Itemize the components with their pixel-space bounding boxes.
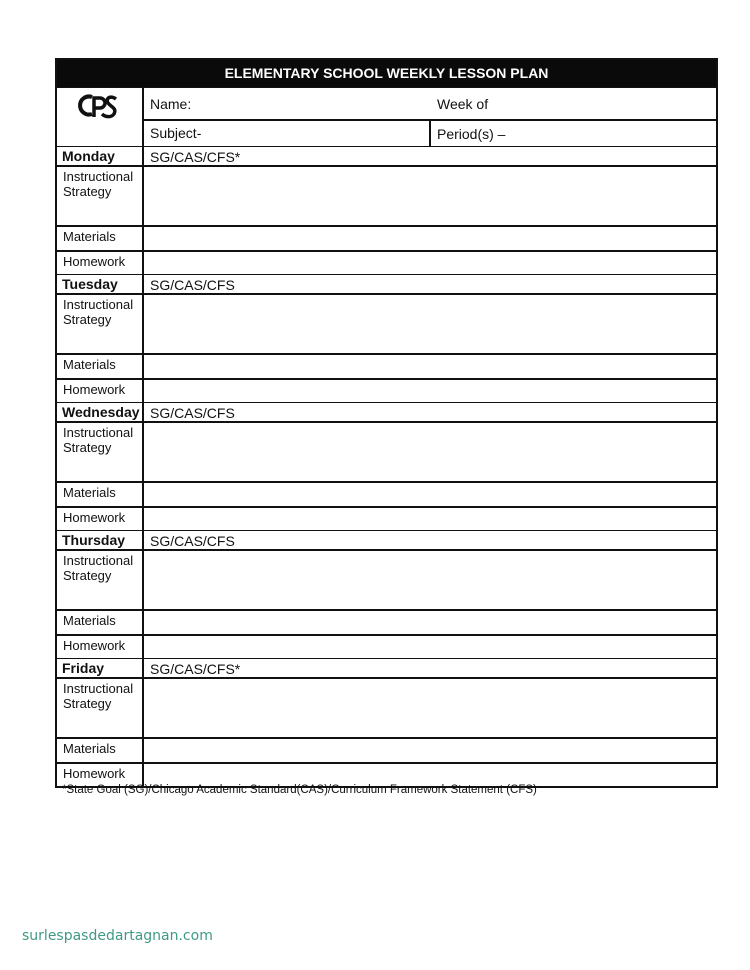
wednesday-standard-field[interactable]: SG/CAS/CFS bbox=[150, 405, 235, 421]
wednesday-instructional-strategy-row bbox=[57, 421, 716, 481]
thursday-standard-row bbox=[57, 530, 716, 549]
friday-homework-field[interactable] bbox=[144, 764, 716, 786]
friday-instructional-strategy-row bbox=[57, 677, 716, 737]
thursday-instructional-strategy-field[interactable] bbox=[144, 551, 716, 609]
monday-standard-label: Monday bbox=[57, 147, 144, 165]
footnote: *State Goal (SG)/Chicago Academic Standard(CAS)/Curriculum Framework Statement (CFS) bbox=[62, 784, 537, 796]
tuesday-standard-row bbox=[57, 274, 716, 293]
watermark: surlespasdedartagnan.com bbox=[22, 928, 213, 944]
thursday-materials-label: Materials bbox=[57, 611, 144, 634]
thursday-standard-label: Thursday bbox=[57, 531, 144, 549]
monday-instructional-strategy-field[interactable] bbox=[144, 167, 716, 225]
tuesday-instructional-strategy-label: Instructional Strategy bbox=[57, 295, 144, 353]
tuesday-homework-label: Homework bbox=[57, 380, 144, 402]
wednesday-homework-row bbox=[57, 506, 716, 530]
friday-materials-field[interactable] bbox=[144, 739, 716, 762]
name-field[interactable]: Name: bbox=[150, 95, 192, 112]
tuesday-instructional-strategy-field[interactable] bbox=[144, 295, 716, 353]
monday-homework-label: Homework bbox=[57, 252, 144, 274]
wednesday-homework-field[interactable] bbox=[144, 508, 716, 530]
tuesday-standard-field[interactable]: SG/CAS/CFS bbox=[150, 277, 235, 293]
friday-materials-row bbox=[57, 737, 716, 762]
page-title: ELEMENTARY SCHOOL WEEKLY LESSON PLAN bbox=[57, 60, 716, 87]
wednesday-standard-row bbox=[57, 402, 716, 421]
wednesday-standard-label: Wednesday bbox=[57, 403, 144, 421]
tuesday-standard-label: Tuesday bbox=[57, 275, 144, 293]
wednesday-materials-label: Materials bbox=[57, 483, 144, 506]
cps-logo bbox=[57, 88, 144, 146]
thursday-materials-row bbox=[57, 609, 716, 634]
thursday-standard-field[interactable]: SG/CAS/CFS bbox=[150, 533, 235, 549]
monday-homework-field[interactable] bbox=[144, 252, 716, 274]
friday-homework-row bbox=[57, 762, 716, 786]
monday-materials-row bbox=[57, 225, 716, 250]
tuesday-homework-field[interactable] bbox=[144, 380, 716, 402]
cps-logo-icon bbox=[78, 92, 122, 122]
days-section bbox=[57, 146, 716, 786]
wednesday-materials-field[interactable] bbox=[144, 483, 716, 506]
thursday-instructional-strategy-label: Instructional Strategy bbox=[57, 551, 144, 609]
thursday-materials-field[interactable] bbox=[144, 611, 716, 634]
thursday-homework-label: Homework bbox=[57, 636, 144, 658]
lesson-plan-table bbox=[55, 58, 718, 788]
tuesday-instructional-strategy-row bbox=[57, 293, 716, 353]
monday-standard-field[interactable]: SG/CAS/CFS* bbox=[150, 149, 241, 165]
tuesday-homework-row bbox=[57, 378, 716, 402]
friday-instructional-strategy-field[interactable] bbox=[144, 679, 716, 737]
monday-homework-row bbox=[57, 250, 716, 274]
wednesday-instructional-strategy-field[interactable] bbox=[144, 423, 716, 481]
thursday-homework-field[interactable] bbox=[144, 636, 716, 658]
week-of-field[interactable]: Week of bbox=[437, 95, 489, 112]
monday-materials-field[interactable] bbox=[144, 227, 716, 250]
friday-materials-label: Materials bbox=[57, 739, 144, 762]
friday-homework-label: Homework bbox=[57, 764, 144, 786]
wednesday-homework-label: Homework bbox=[57, 508, 144, 530]
tuesday-materials-label: Materials bbox=[57, 355, 144, 378]
wednesday-materials-row bbox=[57, 481, 716, 506]
thursday-homework-row bbox=[57, 634, 716, 658]
monday-standard-row bbox=[57, 146, 716, 165]
monday-materials-label: Materials bbox=[57, 227, 144, 250]
friday-instructional-strategy-label: Instructional Strategy bbox=[57, 679, 144, 737]
subject-field[interactable]: Subject- bbox=[144, 121, 431, 146]
monday-instructional-strategy-row bbox=[57, 165, 716, 225]
wednesday-instructional-strategy-label: Instructional Strategy bbox=[57, 423, 144, 481]
periods-field[interactable]: Period(s) – bbox=[437, 125, 506, 142]
friday-standard-row bbox=[57, 658, 716, 677]
friday-standard-field[interactable]: SG/CAS/CFS* bbox=[150, 661, 241, 677]
tuesday-materials-field[interactable] bbox=[144, 355, 716, 378]
tuesday-materials-row bbox=[57, 353, 716, 378]
monday-instructional-strategy-label: Instructional Strategy bbox=[57, 167, 144, 225]
header-section bbox=[57, 87, 716, 146]
friday-standard-label: Friday bbox=[57, 659, 144, 677]
thursday-instructional-strategy-row bbox=[57, 549, 716, 609]
